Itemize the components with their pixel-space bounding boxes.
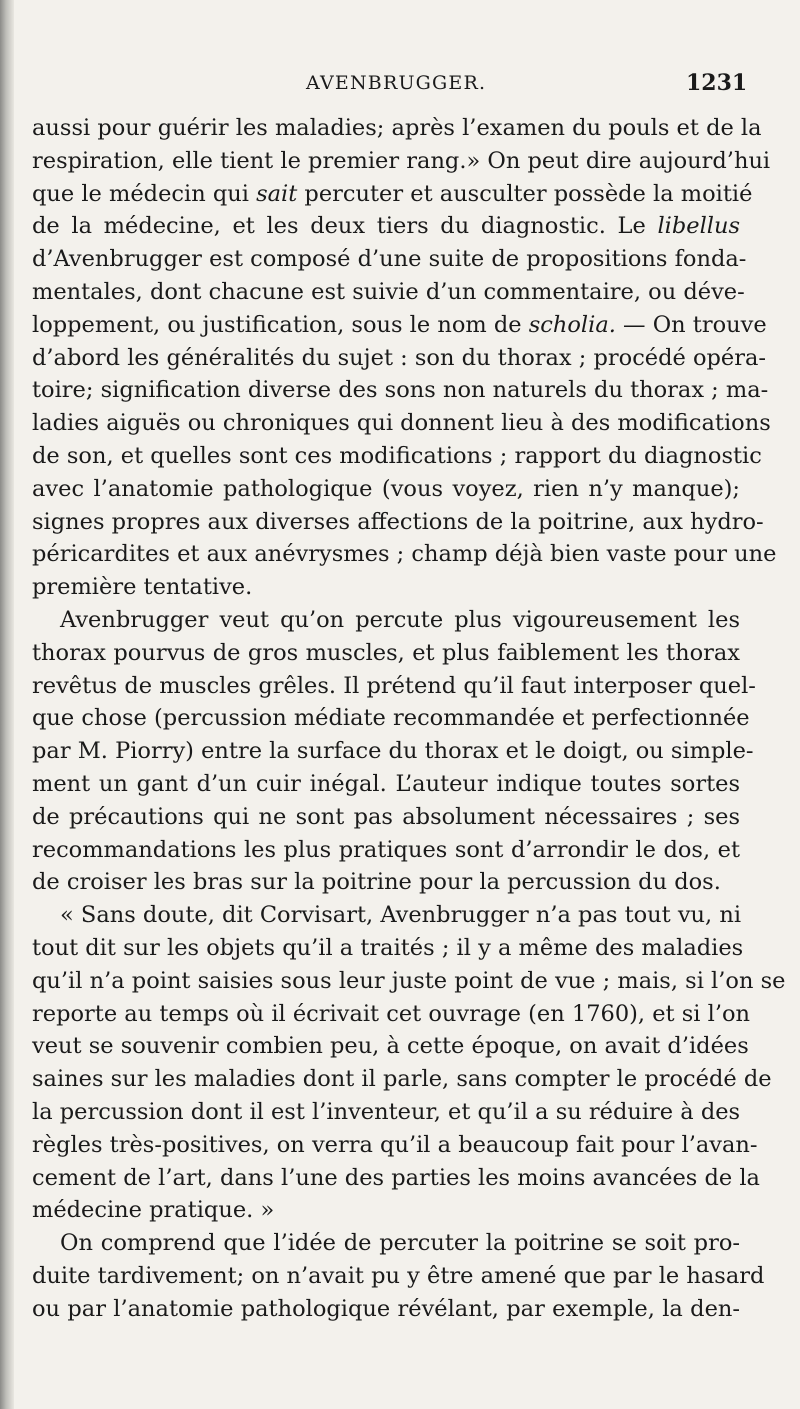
text-line: aussi pour guérir les maladies; après l’examen du pouls et de la (32, 115, 762, 141)
text-line: reporte au temps où il écrivait cet ouvrage (en 1760), et si l’on (32, 1000, 751, 1027)
body-text (32, 112, 786, 1325)
text-line: ladies aiguës ou chroniques qui donnent lieu à des modifications (32, 410, 771, 437)
running-head-title: AVENBRUGGER. (306, 72, 487, 94)
text-line: respiration, elle tient le premier rang.» On peut dire aujourd’hui (32, 147, 771, 174)
text-line: signes propres aux diverses affections de la poitrine, aux hydro- (32, 508, 764, 535)
text-line: toire; signification diverse des sons non naturels du thorax ; ma- (32, 377, 769, 404)
text-line: mentales, dont chacune est suivie d’un commentaire, ou déve- (32, 278, 745, 305)
text-line (32, 309, 767, 342)
text-line: revêtus de muscles grêles. Il prétend qu’il faut interposer quel- (32, 672, 756, 699)
text-line: veut se souvenir combien peu, à cette époque, on avait d’idées (32, 1033, 749, 1060)
text-line: recommandations les plus pratiques sont d’arrondir le dos, et (32, 836, 740, 863)
text-line: de son, et quelles sont ces modifications ; rapport du diagnostic (32, 442, 762, 469)
page-number: 1231 (686, 70, 748, 96)
text-line: ou par l’anatomie pathologique révélant, par exemple, la den- (32, 1295, 740, 1322)
text-run: loppement, ou justification, sous le nom de (32, 311, 529, 338)
text-line: par M. Piorry) entre la surface du thorax et le doigt, ou simple- (32, 738, 754, 765)
text-line: que chose (percussion médiate recommandée et perfectionnée (32, 705, 750, 732)
text-line: qu’il n’a point saisies sous leur juste point de vue ; mais, si l’on se (32, 967, 786, 994)
text-line: saines sur les maladies dont il parle, sans compter le procédé de (32, 1066, 772, 1093)
text-line: d’abord les généralités du sujet : son du thorax ; procédé opéra- (32, 344, 767, 371)
text-line: de croiser les bras sur la poitrine pour la percussion du dos. (32, 869, 721, 896)
text-line: thorax pourvus de gros muscles, et plus faiblement les thorax (32, 639, 740, 666)
text-line: « Sans doute, dit Corvisart, Avenbrugger n’a pas tout vu, ni (60, 902, 742, 929)
text-run: de la médecine, et les deux tiers du diagnostic. Le (32, 213, 658, 240)
text-line: cement de l’art, dans l’une des parties les moins avancées de la (32, 1164, 760, 1191)
text-line: première tentative. (32, 574, 253, 601)
text-line (32, 210, 740, 243)
book-gutter-edge (0, 0, 14, 1409)
text-line: On comprend que l’idée de percuter la poitrine se soit pro- (60, 1230, 740, 1257)
text-line: médecine pratique. » (32, 1197, 275, 1224)
text-line: ment un gant d’un cuir inégal. L’auteur indique toutes sortes (32, 770, 740, 797)
text-run: — On trouve (615, 311, 767, 338)
text-line: tout dit sur les objets qu’il a traités ; il y a même des maladies (32, 934, 744, 961)
text-line: Avenbrugger veut qu’on percute plus vigoureusement les (60, 606, 740, 633)
italic-term: libellus (657, 213, 740, 240)
text-line: d’Avenbrugger est composé d’une suite de propositions fonda- (32, 246, 747, 273)
text-line (32, 178, 753, 211)
text-line: de précautions qui ne sont pas absolument nécessaires ; ses (32, 803, 740, 830)
running-head (0, 72, 800, 106)
text-run: que le médecin qui (32, 180, 257, 207)
text-run: percuter et ausculter possède la moitié (297, 180, 753, 207)
italic-term: scholia. (528, 311, 616, 338)
text-line: la percussion dont il est l’inventeur, et qu’il a su réduire à des (32, 1098, 741, 1125)
italic-term: sait (256, 180, 298, 207)
text-line: règles très-positives, on verra qu’il a beaucoup fait pour l’avan- (32, 1131, 758, 1158)
text-line: avec l’anatomie pathologique (vous voyez, rien n’y manque); (32, 475, 740, 502)
text-line: duite tardivement; on n’avait pu y être amené que par le hasard (32, 1262, 765, 1289)
text-line: péricardites et aux anévrysmes ; champ déjà bien vaste pour une (32, 541, 777, 568)
